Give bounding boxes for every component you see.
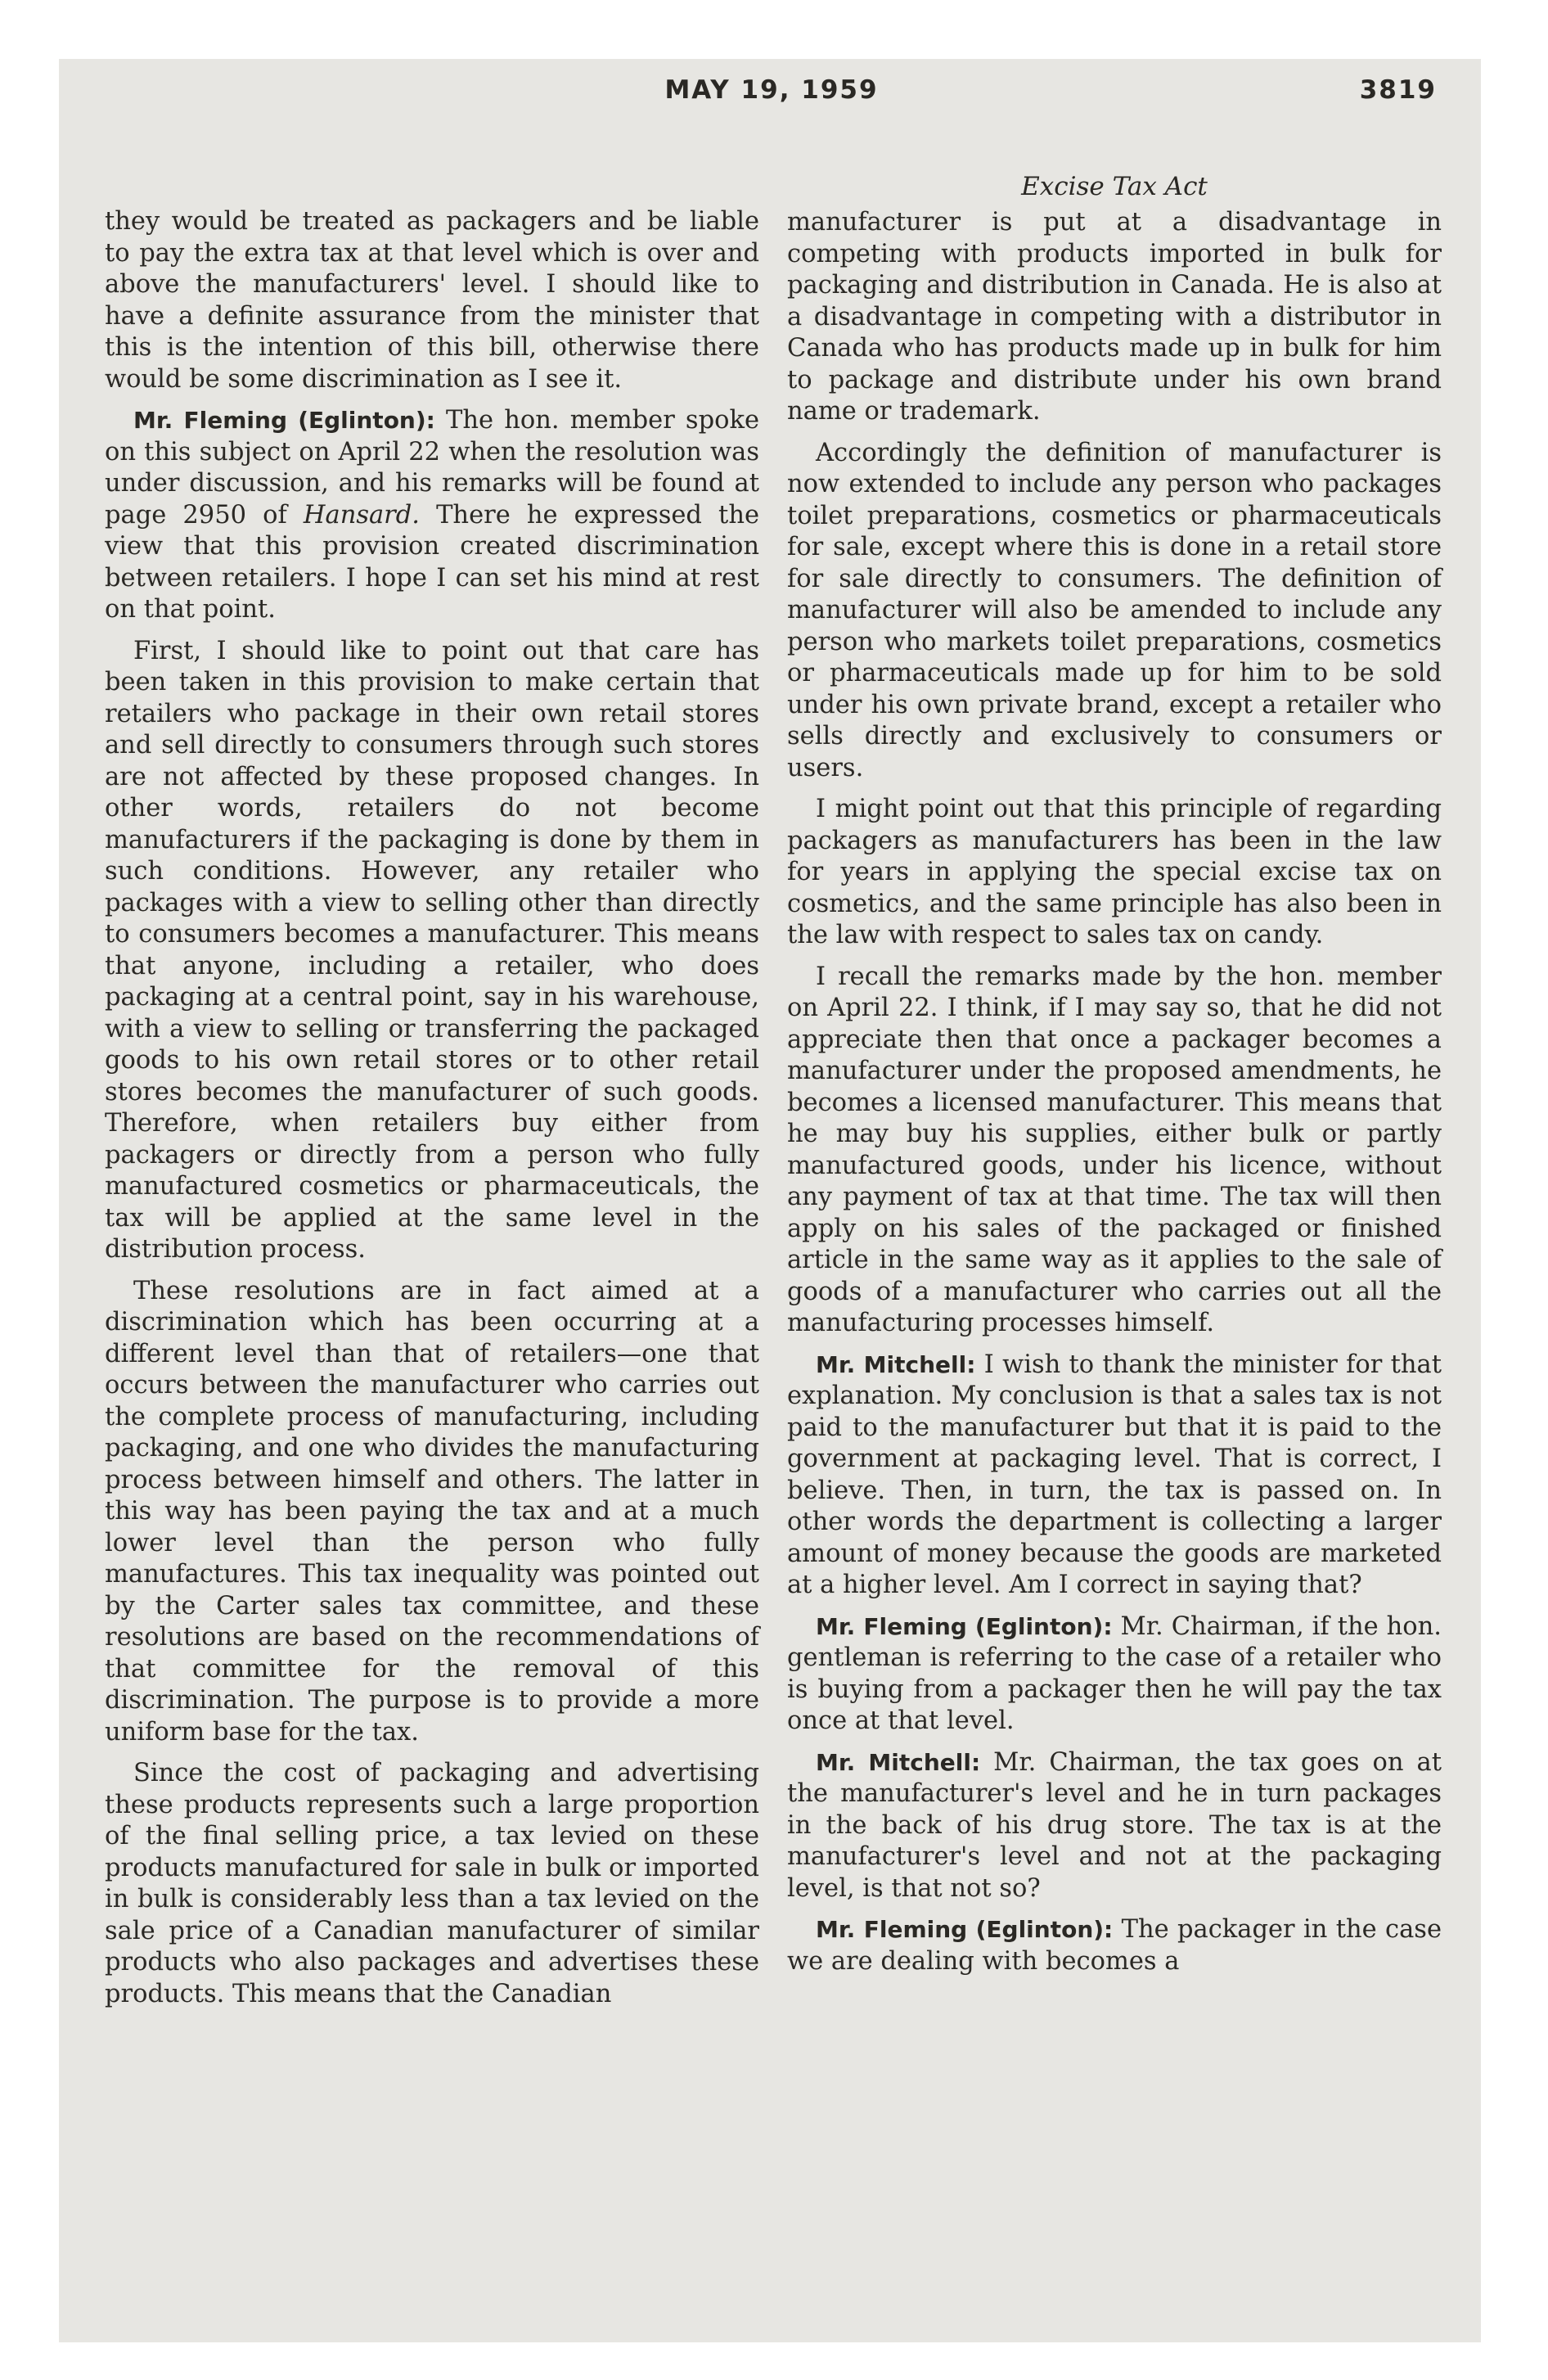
paragraph: First, I should like to point out that care has been taken in this provision to make certain that retailers who package in their own retail stores and sell directly to consumers through such stores are not affected by these proposed changes. In other words, retailers do not become manufacturers if the packaging is done by them in such conditions. However, any retailer who packages with a view to selling other than directly to consumers becomes a manufacturer. This means that anyone, including a retailer, who does packaging at a central point, say in his warehouse, with a view to selling or transferring the packaged goods to his own retail stores or to other retail stores becomes the manufacturer of such goods. Therefore, when retailers buy either from packagers or directly from a person who fully manufactured cosmetics or pharmaceuticals, the tax will be applied at the same level in the distribution process. xyxy=(105,636,759,1264)
speaker-name: Mr. Mitchell: xyxy=(816,1350,976,1378)
paragraph: they would be treated as packagers and be liable to pay the extra tax at that level which is over and above the manufacturers' level. I should like to have a definite assurance from the minister that this is the intention of this bill, otherwise there would be some discrimination as I see it. xyxy=(105,207,759,394)
paragraph xyxy=(787,1914,1442,1977)
paragraph xyxy=(787,1350,1442,1602)
paragraph xyxy=(787,1747,1442,1905)
speaker-name: Mr. Mitchell: xyxy=(816,1748,981,1776)
paragraph-text: Mr. Chairman, if the hon. gentleman is referring to the case of a retailer who is buying from a packager then he will pay the tax once at that level. xyxy=(787,1611,1442,1735)
paragraph: Accordingly the definition of manufacturer is now extended to include any person who packages toilet preparations, cosmetics or pharmaceuticals for sale, except where this is done in a retail store for sale directly to consumers. The definition of manufacturer will also be amended to include any person who markets toilet preparations, cosmetics or pharmaceuticals made up for him to be sold under his own private brand, except a retailer who sells directly and exclusively to consumers or users. xyxy=(787,438,1442,782)
paragraph-text: I wish to thank the minister for that explanation. My conclusion is that a sales tax is not paid to the manufacturer but that it is paid to the government at packaging level. That is correct, I believe. Then, in turn, the tax is passed on. In other words the department is collecting a larger amount of money because the goods are marketed at a higher level. Am I correct in saying that? xyxy=(787,1350,1442,1599)
paragraph: manufacturer is put at a disadvantage in competing with products imported in bulk for packaging and distribution in Canada. He is also at a disadvantage in competing with a distributor in Canada who has products made up in bulk for him to package and distribute under his own brand name or trademark. xyxy=(787,208,1442,426)
paragraph: Since the cost of packaging and advertising these products represents such a large proportion of the final selling price, a tax levied on these products manufactured for sale in bulk or imported in bulk is considerably less than a tax levied on the sale price of a Canadian manufacturer of similar products who also packages and advertises these products. This means that the Canadian xyxy=(105,1759,759,2008)
paragraph xyxy=(105,405,759,626)
header-date: MAY 19, 1959 xyxy=(664,75,879,105)
right-column xyxy=(787,170,1442,1987)
paragraph: These resolutions are in fact aimed at a discrimination which has been occurring at a different level than that of retailers—one that occurs between the manufacturer who carries out the complete process of manufacturing, including packaging, and one who divides the manufacturing process between himself and others. The latter in this way has been paying the tax and at a much lower level than the person who fully manufactures. This tax inequality was pointed out by the Carter sales tax committee, and these resolutions are based on the recommendations of that committee for the removal of this discrimination. The purpose is to provide a more uniform base for the tax. xyxy=(105,1276,759,1747)
italic-reference: Hansard. xyxy=(303,500,420,530)
page-number: 3819 xyxy=(1359,75,1437,105)
paragraph: I might point out that this principle of regarding packagers as manufacturers has been in the law for years in applying the special excise tax on cosmetics, and the same principle has also been in the law with respect to sales tax on candy. xyxy=(787,795,1442,949)
paragraph-text: The packager in the case we are dealing with becomes a xyxy=(787,1915,1442,1976)
speaker-name: Mr. Fleming (Eglinton): xyxy=(133,407,435,434)
paragraph xyxy=(787,1611,1442,1738)
page-header xyxy=(106,75,1437,124)
paragraph-text: Mr. Chairman, the tax goes on at the manufacturer's level and he in turn packages in the back of his drug store. The tax is at the manufacturer's level and not at the packaging level, is that not so? xyxy=(787,1747,1442,1903)
running-head: Excise Tax Act xyxy=(1021,172,1208,201)
paragraph-text: The hon. member spoke on this subject on April 22 when the resolution was under discussion, and his remarks will be found at page 2950 of xyxy=(105,406,760,530)
speaker-name: Mr. Fleming (Eglinton): xyxy=(816,1612,1113,1640)
paragraph-text: There he expressed the view that this provision created discrimination between retailers. I hope I can set his mind at rest on that point. xyxy=(105,500,760,624)
left-column xyxy=(105,206,759,2020)
speaker-name: Mr. Fleming (Eglinton): xyxy=(816,1916,1114,1943)
paragraph: I recall the remarks made by the hon. member on April 22. I think, if I may say so, that he did not appreciate then that once a packager becomes a manufacturer under the proposed amendments, he becomes a licensed manufacturer. This means that he may buy his supplies, either bulk or partly manufactured goods, under his licence, without any payment of tax at that time. The tax will then apply on his sales of the packaged or finished article in the same way as it applies to the sale of goods of a manufacturer who carries out all the manufacturing processes himself. xyxy=(787,962,1442,1337)
